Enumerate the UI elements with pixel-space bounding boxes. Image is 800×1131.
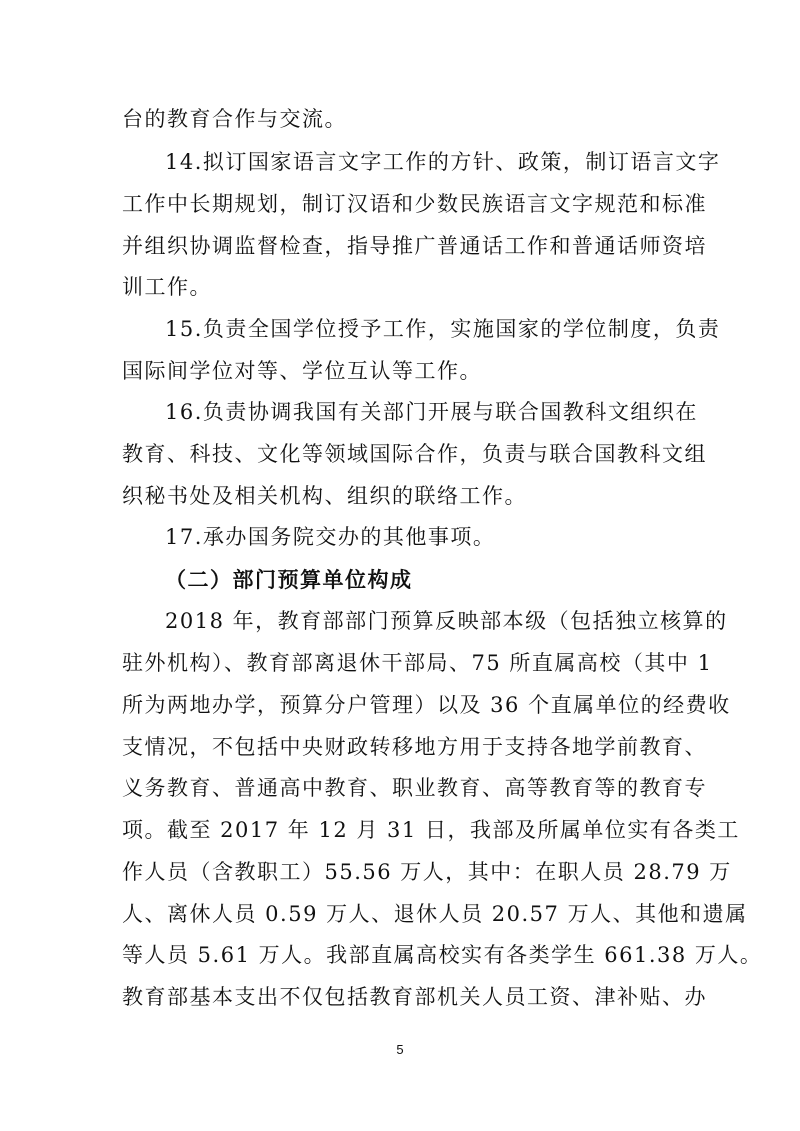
section-heading: （二）部门预算单位构成 bbox=[165, 568, 413, 592]
text-line: 所为两地办学，预算分户管理）以及 36 个直属单位的经费收 bbox=[122, 693, 731, 717]
text-line: 工作中长期规划，制订汉语和少数民族语言文字规范和标准 bbox=[122, 192, 707, 216]
text-line: 训工作。 bbox=[122, 275, 212, 299]
page-number: 5 bbox=[396, 1042, 404, 1057]
text-line: 16.负责协调我国有关部门开展与联合国教科文组织在 bbox=[165, 400, 698, 424]
text-line: 教育部基本支出不仅包括教育部机关人员工资、津补贴、办 bbox=[122, 985, 707, 1009]
text-line: 14.拟订国家语言文字工作的方针、政策，制订语言文字 bbox=[165, 150, 721, 174]
text-line: 17.承办国务院交办的其他事项。 bbox=[165, 525, 496, 549]
text-line: 织秘书处及相关机构、组织的联络工作。 bbox=[122, 484, 527, 508]
text-line: 等人员 5.61 万人。我部直属高校实有各类学生 661.38 万人。 bbox=[122, 943, 763, 967]
text-line: 人、离休人员 0.59 万人、退休人员 20.57 万人、其他和遗属 bbox=[122, 902, 748, 926]
text-line: 支情况，不包括中央财政转移地方用于支持各地学前教育、 bbox=[122, 735, 707, 759]
text-line: 作人员（含教职工）55.56 万人，其中：在职人员 28.79 万 bbox=[122, 860, 732, 884]
text-line: 15.负责全国学位授予工作，实施国家的学位制度，负责 bbox=[165, 317, 721, 341]
text-line: 项。截至 2017 年 12 月 31 日，我部及所属单位实有各类工 bbox=[122, 818, 740, 842]
text-line: 驻外机构）、教育部离退休干部局、75 所直属高校（其中 1 bbox=[122, 651, 713, 675]
text-line: 并组织协调监督检查，指导推广普通话工作和普通话师资培 bbox=[122, 234, 707, 258]
text-line: 国际间学位对等、学位互认等工作。 bbox=[122, 359, 482, 383]
text-line: 教育、科技、文化等领域国际合作，负责与联合国教科文组 bbox=[122, 442, 707, 466]
text-line: 台的教育合作与交流。 bbox=[122, 107, 347, 131]
text-line: 义务教育、普通高中教育、职业教育、高等教育等的教育专 bbox=[122, 776, 707, 800]
text-line: 2018 年，教育部部门预算反映部本级（包括独立核算的 bbox=[165, 609, 728, 633]
